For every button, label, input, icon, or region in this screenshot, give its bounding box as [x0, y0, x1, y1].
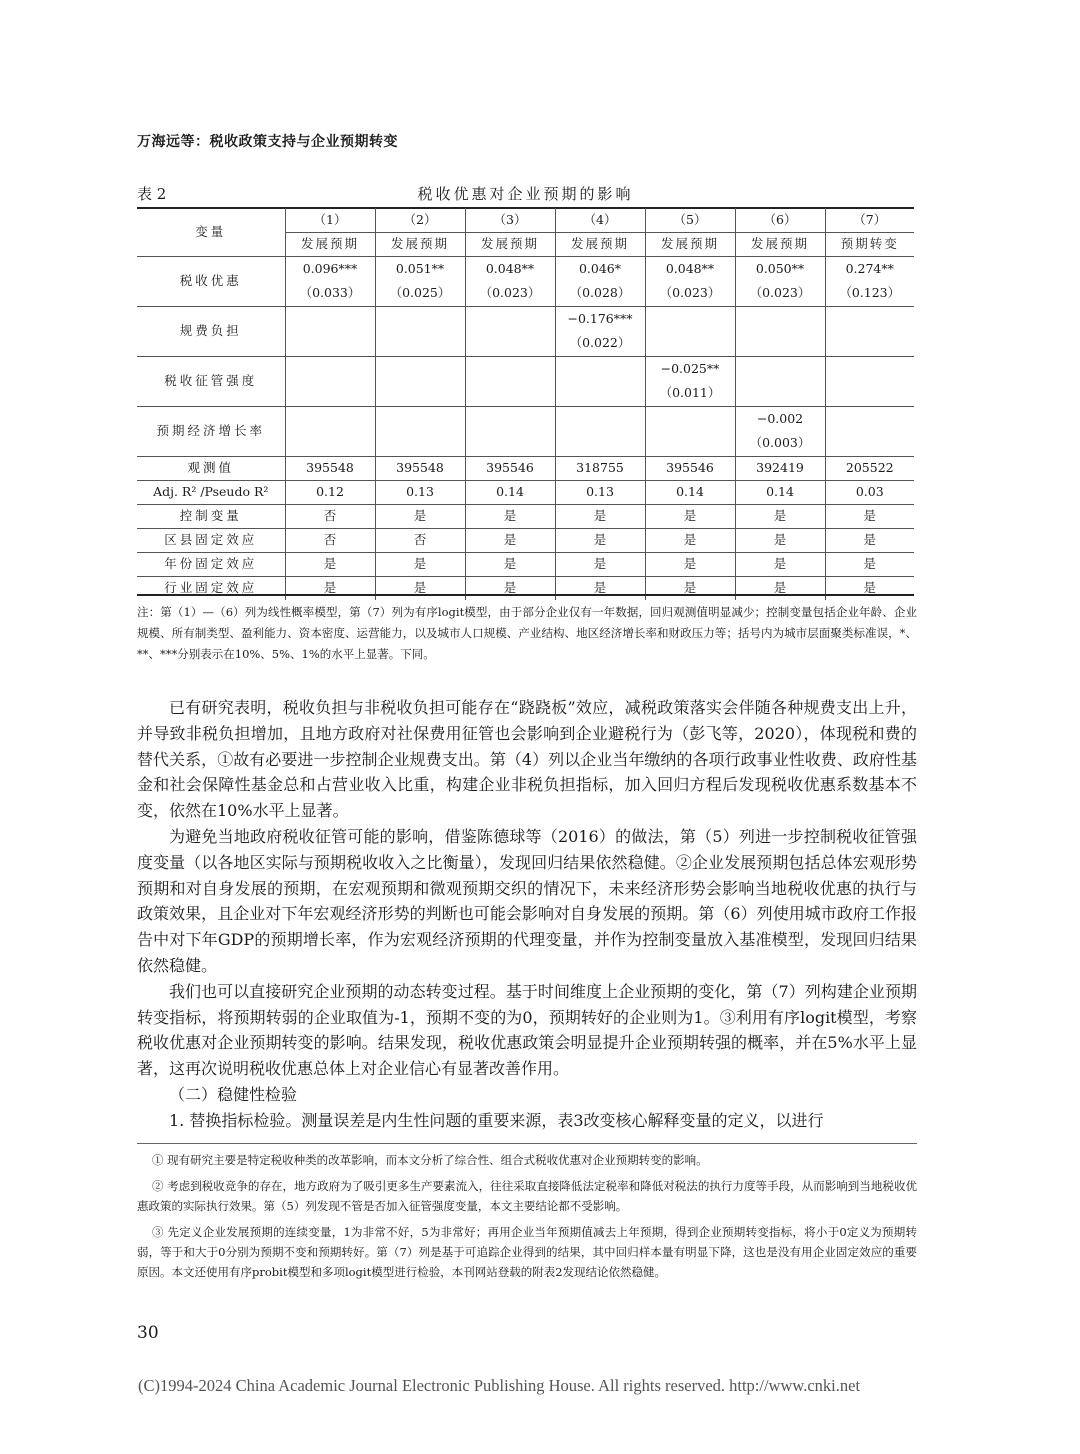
empty-cell — [645, 306, 735, 356]
coefficient: 0.096*** — [302, 261, 358, 276]
row-label: 观测值 — [137, 456, 285, 480]
running-header: 万海远等：税收政策支持与企业预期转变 — [137, 134, 398, 150]
value-cell: 是 — [645, 504, 735, 528]
empty-cell — [465, 306, 555, 356]
footnotes — [137, 1150, 917, 1288]
col-number: （4） — [555, 208, 645, 232]
coefficient: 0.051** — [395, 261, 445, 276]
value-cell: 是 — [285, 576, 375, 600]
value-cell: 是 — [825, 528, 914, 552]
value-cell: 是 — [465, 576, 555, 600]
standard-error: （0.028） — [569, 285, 631, 300]
row-controls — [137, 504, 914, 528]
table-caption — [137, 183, 914, 205]
col-number: （2） — [375, 208, 465, 232]
value-cell: 0.14 — [645, 480, 735, 504]
row-fee-burden — [137, 306, 914, 356]
table-title: 税收优惠对企业预期的影响 — [417, 185, 634, 203]
copyright-line: (C)1994-2024 China Academic Journal Electronic Publishing House. All rights reserved. http://www.cnki.net — [138, 1376, 861, 1395]
value-cell: 是 — [735, 576, 825, 600]
coefficient: −0.002 — [756, 411, 804, 426]
empty-cell — [375, 356, 465, 406]
row-year-fe — [137, 552, 914, 576]
table-number: 表 2 — [137, 185, 167, 203]
value-cell: 是 — [465, 528, 555, 552]
coefficient: 0.274** — [845, 261, 894, 276]
coef-cell — [735, 406, 825, 456]
paragraph: 为避免当地政府税收征管可能的影响，借鉴陈德球等（2016）的做法，第（5）列进一步控制税收征管强度变量（以各地区实际与预期税收收入之比衡量），发现回归结果依然稳健。②企业发展预期包括总体宏观形势预期和对自身发展的预期，在宏观预期和微观预期交织的情况下，未来经济形势会影响当地税收优惠的执行与政策效果，且企业对下年宏观经济形势的判断也可能会影响对自身发展的预期。第（6）列使用城市政府工作报告中对下年GDP的预期增长率，作为宏观经济预期的代理变量，并作为控制变量放入基准模型，发现回归结果依然稳健。 — [137, 826, 917, 975]
coef-cell — [555, 306, 645, 356]
value-cell: 205522 — [825, 456, 914, 480]
coef-cell — [645, 256, 735, 306]
coef-cell — [555, 256, 645, 306]
value-cell: 是 — [555, 504, 645, 528]
value-cell: 395546 — [465, 456, 555, 480]
empty-cell — [825, 306, 914, 356]
col-label: 预期转变 — [825, 232, 914, 256]
coef-cell — [465, 256, 555, 306]
value-cell: 否 — [285, 504, 375, 528]
row-expected-growth — [137, 406, 914, 456]
value-cell: 否 — [285, 528, 375, 552]
row-label: 税收优惠 — [137, 256, 285, 306]
row-label: 规费负担 — [137, 306, 285, 356]
value-cell: 0.03 — [825, 480, 914, 504]
row-label: 年份固定效应 — [137, 552, 285, 576]
standard-error: （0.011） — [659, 385, 721, 400]
row-county-fe — [137, 528, 914, 552]
coef-cell — [375, 256, 465, 306]
coefficient: 0.050** — [755, 261, 805, 276]
value-cell: 是 — [825, 504, 914, 528]
value-cell: 是 — [555, 552, 645, 576]
value-cell: 是 — [285, 552, 375, 576]
value-cell: 0.14 — [735, 480, 825, 504]
coefficient: −0.176*** — [567, 311, 633, 326]
empty-cell — [285, 356, 375, 406]
value-cell: 是 — [465, 504, 555, 528]
footnote: ② 考虑到税收竞争的存在，地方政府为了吸引更多生产要素流入，往往采取直接降低法定税率和降低对税法的执行力度等手段，从而影响到当地税收优惠政策的实际执行效果。第（5）列发现不管是否加入征管强度变量，本文主要结论都不受影响。 — [137, 1179, 917, 1213]
footnote: ① 现有研究主要是特定税收种类的改革影响，而本文分析了综合性、组合式税收优惠对企业预期转变的影响。 — [151, 1153, 708, 1167]
empty-cell — [285, 406, 375, 456]
paragraph: 1. 替换指标检验。测量误差是内生性问题的重要来源，表3改变核心解释变量的定义，以进行 — [169, 1110, 824, 1130]
row-label: 控制变量 — [137, 504, 285, 528]
value-cell: 是 — [825, 552, 914, 576]
empty-cell — [555, 356, 645, 406]
empty-cell — [825, 356, 914, 406]
standard-error: （0.025） — [389, 285, 451, 300]
empty-cell — [465, 406, 555, 456]
coefficient: 0.048** — [665, 261, 715, 276]
standard-error: （0.123） — [839, 285, 901, 300]
row-label: 区县固定效应 — [137, 528, 285, 552]
regression-table — [137, 208, 914, 600]
row-tax-enforcement — [137, 356, 914, 406]
standard-error: （0.023） — [749, 285, 811, 300]
value-cell: 395548 — [285, 456, 375, 480]
value-cell: 是 — [735, 528, 825, 552]
value-cell: 是 — [735, 552, 825, 576]
value-cell: 是 — [735, 504, 825, 528]
value-cell: 0.14 — [465, 480, 555, 504]
coef-cell — [285, 256, 375, 306]
row-label: 预期经济增长率 — [137, 406, 285, 456]
standard-error: （0.023） — [659, 285, 721, 300]
header-row-numbers — [137, 208, 914, 232]
page-number: 30 — [137, 1323, 159, 1343]
value-cell: 395546 — [645, 456, 735, 480]
coefficient: −0.025** — [660, 361, 720, 376]
value-cell: 是 — [375, 504, 465, 528]
coef-cell — [735, 256, 825, 306]
empty-cell — [375, 406, 465, 456]
col-label: 发展预期 — [735, 232, 825, 256]
value-cell: 是 — [555, 528, 645, 552]
value-cell: 是 — [555, 576, 645, 600]
empty-cell — [645, 406, 735, 456]
col-label: 发展预期 — [465, 232, 555, 256]
standard-error: （0.023） — [479, 285, 541, 300]
empty-cell — [825, 406, 914, 456]
paragraph: 我们也可以直接研究企业预期的动态转变过程。基于时间维度上企业预期的变化，第（7）列构建企业预期转变指标，将预期转弱的企业取值为-1，预期不变的为0，预期转好的企业则为1。③利用有序logit模型，考察税收优惠对企业预期转变的影响。结果发现，税收优惠政策会明显提升企业预期转强的概率，并在5%水平上显著，这再次说明税收优惠总体上对企业信心有显著改善作用。 — [137, 981, 917, 1079]
value-cell: 0.13 — [375, 480, 465, 504]
coef-cell — [825, 256, 914, 306]
value-cell: 是 — [645, 528, 735, 552]
row-observations — [137, 456, 914, 480]
variable-header: 变量 — [137, 208, 285, 256]
col-label: 发展预期 — [375, 232, 465, 256]
empty-cell — [285, 306, 375, 356]
paragraph: 已有研究表明，税收负担与非税收负担可能存在“跷跷板”效应，减税政策落实会伴随各种规费支出上升，并导致非税负担增加，且地方政府对社保费用征管也会影响到企业避税行为（彭飞等，2020），体现税和费的替代关系，①故有必要进一步控制企业规费支出。第（4）列以企业当年缴纳的各项行政事业性收费、政府性基金和社会保障性基金总和占营业收入比重，构建企业非税负担指标，加入回归方程后发现税收优惠系数基本不变，依然在10%水平上显著。 — [137, 698, 917, 821]
empty-cell — [375, 306, 465, 356]
col-number: （5） — [645, 208, 735, 232]
col-number: （6） — [735, 208, 825, 232]
standard-error: （0.033） — [299, 285, 361, 300]
empty-cell — [555, 406, 645, 456]
standard-error: （0.022） — [569, 335, 631, 350]
row-label: Adj. R² /Pseudo R² — [137, 480, 285, 504]
value-cell: 否 — [375, 528, 465, 552]
table-bottom-rule — [137, 594, 914, 596]
col-label: 发展预期 — [555, 232, 645, 256]
value-cell: 0.13 — [555, 480, 645, 504]
empty-cell — [735, 306, 825, 356]
value-cell: 是 — [465, 552, 555, 576]
row-tax-incentive — [137, 256, 914, 306]
col-number: （3） — [465, 208, 555, 232]
row-label: 税收征管强度 — [137, 356, 285, 406]
row-label: 行业固定效应 — [137, 576, 285, 600]
value-cell: 是 — [645, 552, 735, 576]
footnote-rule — [137, 1143, 917, 1144]
value-cell: 是 — [375, 576, 465, 600]
coefficient: 0.046* — [578, 261, 622, 276]
empty-cell — [465, 356, 555, 406]
value-cell: 是 — [375, 552, 465, 576]
col-number: （1） — [285, 208, 375, 232]
value-cell: 是 — [645, 576, 735, 600]
footnote: ③ 先定义企业发展预期的连续变量，1为非常不好，5为非常好；再用企业当年预期值减去上年预期，得到企业预期转变指标，将小于0定义为预期转弱，等于和大于0分别为预期不变和预期转好。第（7）列是基于可追踪企业得到的结果，其中回归样本量有明显下降，这也是没有用企业固定效应的重要原因。本文还使用有序probit模型和多项logit模型进行检验，本刊网站登载的附表2发现结论依然稳健。 — [137, 1225, 917, 1279]
value-cell: 318755 — [555, 456, 645, 480]
table-note: 注：第（1）—（6）列为线性概率模型，第（7）列为有序logit模型，由于部分企业仅有一年数据，回归观测值明显减少；控制变量包括企业年龄、企业规模、所有制类型、盈利能力、资本密度、运营能力，以及城市人口规模、产业结构、地区经济增长率和财政压力等；括号内为城市层面聚类标准误，*、**、***分别表示在10%、5%、1%的水平上显著。下同。 — [137, 605, 917, 661]
value-cell: 0.12 — [285, 480, 375, 504]
value-cell: 392419 — [735, 456, 825, 480]
standard-error: （0.003） — [749, 435, 811, 450]
col-label: 发展预期 — [645, 232, 735, 256]
col-number: （7） — [825, 208, 914, 232]
row-r-squared — [137, 480, 914, 504]
body-text — [137, 695, 917, 1134]
row-industry-fe — [137, 576, 914, 600]
coef-cell — [645, 356, 735, 406]
value-cell: 是 — [825, 576, 914, 600]
value-cell: 395548 — [375, 456, 465, 480]
col-label: 发展预期 — [285, 232, 375, 256]
empty-cell — [735, 356, 825, 406]
section-heading: （二）稳健性检验 — [169, 1084, 298, 1104]
coefficient: 0.048** — [485, 261, 535, 276]
